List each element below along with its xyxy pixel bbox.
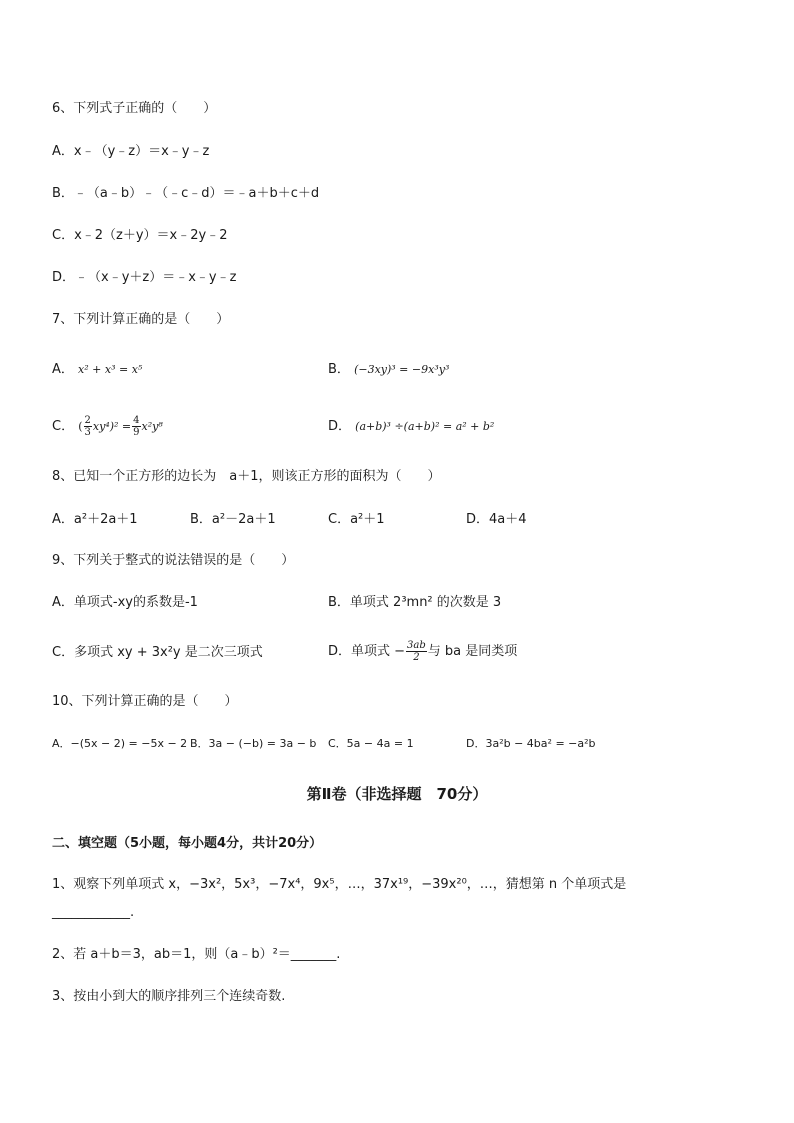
q10-option-c: C．5a − 4a = 1 [328, 737, 414, 750]
q7-c-frac1-num: 2 [84, 415, 91, 426]
q9-d-den: 2 [413, 652, 420, 663]
q10-option-a: A．−(5x − 2) = −5x − 2 [52, 737, 188, 750]
q8-option-a: A．a²＋2a＋1 [52, 512, 138, 527]
fill-q1-line1: 1、观察下列单项式 x，−3x²，5x³，−7x⁴，9x⁵，…，37x¹⁹，−39x²⁰，…，猜想第 n 个单项式是 [52, 877, 627, 892]
q7-c-label: C． [52, 419, 75, 434]
q7-b-expr: (−3xy)³ = −9x³y³ [354, 363, 450, 376]
q9-option-c: C．多项式 xy + 3x²y 是二次三项式 [52, 645, 263, 660]
section-2-title: 第Ⅱ卷（非选择题 70分） [306, 785, 488, 803]
q7-a-label: A． [52, 362, 74, 377]
fill-q2: 2、若 a＋b＝3，ab＝1，则（a﹣b）²＝_______. [52, 947, 341, 962]
q10-option-d: D．3a²b − 4ba² = −a²b [466, 737, 596, 750]
q8-stem: 8、已知一个正方形的边长为 a＋1，则该正方形的面积为（ ） [52, 469, 441, 484]
q7-option-a [52, 361, 142, 379]
q9-d-fraction [406, 640, 427, 663]
fill-q3: 3、按由小到大的顺序排列三个连续奇数. [52, 989, 286, 1004]
q7-d-label: D． [328, 419, 352, 434]
q8-option-b: B．a²－2a＋1 [190, 512, 276, 527]
q7-c-fraction-1 [84, 415, 92, 438]
q8-option-c: C．a²＋1 [328, 512, 385, 527]
q7-c-fraction-2 [132, 415, 140, 438]
q9-option-d [328, 637, 517, 667]
q7-a-expr: x² + x³ = x⁵ [78, 363, 143, 376]
q7-c-frac1-den: 3 [84, 427, 91, 438]
q6-stem: 6、下列式子正确的（ ） [52, 101, 217, 116]
q6-option-d: D．﹣（x﹣y＋z）＝﹣x﹣y﹣z [52, 270, 237, 285]
q7-d-expr: (a+b)³ ÷(a+b)² = a² + b² [355, 420, 495, 433]
q10-stem: 10、下列计算正确的是（ ） [52, 694, 238, 709]
q8-option-d: D．4a＋4 [466, 512, 527, 527]
q7-b-label: B． [328, 362, 350, 377]
q9-option-a: A．单项式-xy的系数是-1 [52, 595, 198, 610]
q7-stem: 7、下列计算正确的是（ ） [52, 312, 230, 327]
q9-stem: 9、下列关于整式的说法错误的是（ ） [52, 553, 295, 568]
q9-d-post: 与 ba 是同类项 [427, 644, 518, 659]
q7-c-open: ( [78, 420, 83, 433]
q6-option-c: C．x﹣2（z＋y）＝x﹣2y﹣2 [52, 228, 228, 243]
q7-c-frac2-num: 4 [133, 415, 140, 426]
q9-d-pre: D．单项式 − [328, 644, 406, 659]
q9-option-b: B．单项式 2³mn² 的次数是 3 [328, 595, 502, 610]
q6-option-b: B．﹣（a﹣b）﹣（﹣c﹣d）＝﹣a＋b＋c＋d [52, 186, 320, 201]
q10-option-b: B．3a − (−b) = 3a − b [190, 737, 317, 750]
fill-q1-blank: ____________. [52, 905, 135, 920]
q7-c-frac2-den: 9 [133, 427, 140, 438]
q7-c-tail: x²y⁸ [141, 420, 163, 433]
q7-option-d [328, 418, 494, 436]
section-2-subtitle: 二、填空题（5小题，每小题4分，共计20分） [52, 836, 323, 851]
q7-option-b [328, 361, 449, 379]
q6-option-a: A．x﹣（y﹣z）＝x﹣y﹣z [52, 144, 210, 159]
q9-d-num: 3ab [407, 640, 426, 651]
q7-option-c [52, 412, 163, 442]
q7-c-mid: xy⁴)² = [92, 420, 132, 433]
